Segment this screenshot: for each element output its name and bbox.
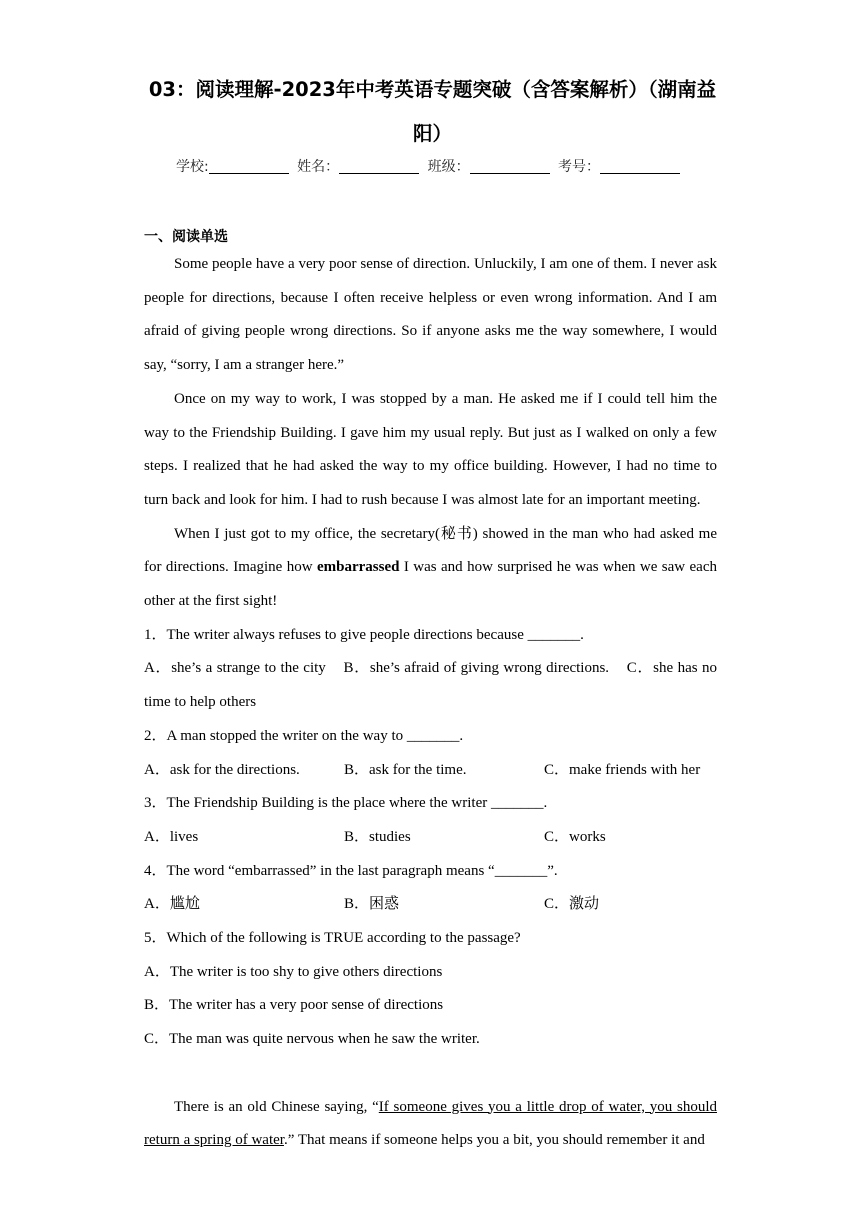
exam-number-label: 考号： [558, 159, 601, 175]
passage2-paragraph-1 [144, 1091, 717, 1158]
q4-option-b: B．困惑 [344, 896, 400, 913]
question-2-options [144, 754, 717, 788]
underlined-saying: If someone gives you a little drop of water, you should return a spring of water [144, 1098, 717, 1149]
p2-text-after: .” That means if someone helps you a bit, you should remember it and [283, 1132, 705, 1149]
name-blank [339, 159, 419, 174]
school-label: 学校: [175, 159, 209, 175]
question-2: 2．A man stopped the writer on the way to _______. [144, 727, 464, 744]
class-blank [470, 159, 550, 174]
question-4-options [144, 888, 717, 922]
q2-option-c: C．make friends with her [544, 761, 701, 778]
student-info-line [0, 156, 860, 176]
question-1-options: A．she’s a strange to the city B．she’s afraid of giving wrong directions. C．she has no time to help others [144, 660, 721, 711]
q4-option-a: A．尴尬 [144, 896, 200, 913]
q2-option-b: B．ask for the time. [344, 761, 467, 778]
p3-text-after: I was and how surprised he was when we saw each other at the first sight! [144, 559, 717, 610]
q3-option-b: B．studies [344, 828, 411, 845]
bold-word: embarrassed [316, 559, 400, 576]
p3-text-before: When I just got to my office, the secretary(秘书) showed in the man who had asked me for directions. Imagine how [144, 525, 717, 576]
passage1-paragraph-1: Some people have a very poor sense of direction. Unluckily, I am one of them. I never ask people for directions, because I often receive helpless or even wrong information. And I am afraid of giving people wrong directions. So if anyone asks me the way somewhere, I would say, “sorry, I am a stranger here.” [144, 256, 717, 374]
q2-option-a: A．ask for the directions. [144, 761, 300, 778]
q5-option-a: A．The writer is too shy to give others directions [144, 963, 443, 980]
question-1: 1．The writer always refuses to give people directions because _______. [144, 626, 584, 643]
q4-option-c: C．激动 [544, 896, 600, 913]
passage1-paragraph-3 [144, 518, 717, 619]
exam-number-blank [600, 159, 680, 174]
document-title: 03：阅读理解-2023年中考英语专题突破（含答案解析）（湖南益阳） [148, 78, 717, 145]
passage1-paragraph-2: Once on my way to work, I was stopped by a man. He asked me if I could tell him the way to the Friendship Building. I gave him my usual reply. But just as I walked on only a few steps. I realized that he had asked the way to my office building. However, I had no time to turn back and look for him. I had to rush because I was almost late for an important meeting. [144, 390, 717, 508]
class-label: 班级： [427, 159, 470, 175]
p2-text-before: There is an old Chinese saying, “ [174, 1098, 379, 1115]
q3-option-c: C．works [544, 828, 606, 845]
q5-option-c: C．The man was quite nervous when he saw the writer. [144, 1031, 480, 1048]
q3-option-a: A．lives [144, 828, 199, 845]
question-5: 5．Which of the following is TRUE according to the passage? [144, 930, 521, 947]
question-3-options [144, 821, 717, 855]
school-blank [209, 159, 289, 174]
name-label: 姓名： [297, 159, 340, 175]
spacer [144, 1057, 717, 1091]
q5-option-b: B．The writer has a very poor sense of directions [144, 997, 444, 1014]
section-heading: 一、阅读单选 [144, 229, 228, 245]
reading-body [144, 248, 721, 1158]
question-4: 4．The word “embarrassed” in the last paragraph means “_______”. [144, 862, 558, 879]
question-3: 3．The Friendship Building is the place where the writer _______. [144, 795, 548, 812]
